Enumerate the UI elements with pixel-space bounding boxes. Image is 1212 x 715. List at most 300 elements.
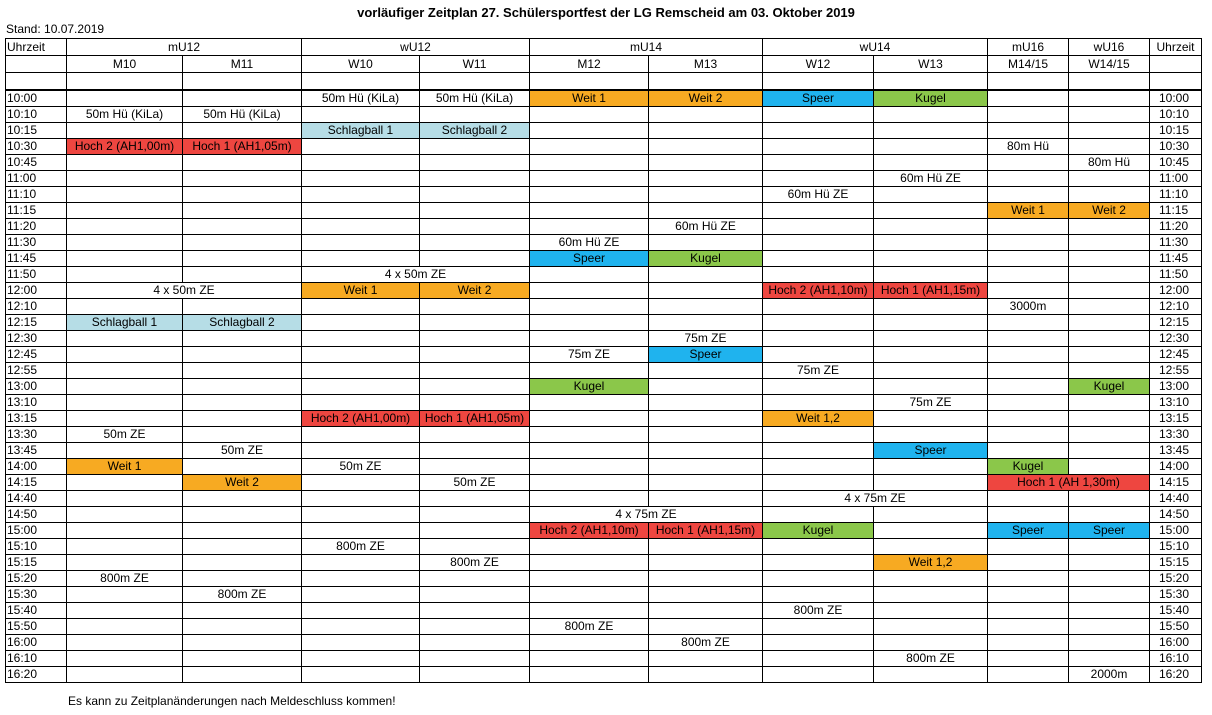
time-cell-right: 14:15: [1150, 475, 1202, 491]
event-cell: [988, 651, 1069, 667]
event-cell: [67, 555, 183, 571]
event-cell: [530, 635, 649, 651]
event-cell: Schlagball 1: [302, 123, 420, 139]
time-cell: 10:30: [6, 139, 67, 155]
event-cell: [183, 555, 302, 571]
event-cell: [763, 379, 874, 395]
event-cell: [530, 651, 649, 667]
event-cell: 50m Hü (KiLa): [67, 107, 183, 123]
event-cell: [302, 379, 420, 395]
event-cell: [988, 667, 1069, 683]
event-cell: [874, 507, 988, 523]
event-cell: 75m ZE: [874, 395, 988, 411]
event-cell: [420, 667, 530, 683]
event-cell: Weit 1,2: [763, 411, 874, 427]
time-cell-right: 15:40: [1150, 603, 1202, 619]
event-cell: [649, 139, 763, 155]
event-cell: [874, 523, 988, 539]
time-cell: 16:20: [6, 667, 67, 683]
table-row: [6, 90, 1202, 107]
event-cell: [420, 187, 530, 203]
table-row: [6, 155, 1202, 171]
event-cell: [183, 395, 302, 411]
event-cell: [302, 523, 420, 539]
event-cell: [530, 299, 649, 315]
time-cell: 15:20: [6, 571, 67, 587]
event-cell: [874, 139, 988, 155]
event-cell: [530, 491, 649, 507]
event-cell: [649, 203, 763, 219]
event-cell: [649, 171, 763, 187]
event-cell: [988, 123, 1069, 139]
event-cell: [1069, 107, 1150, 123]
event-cell: [420, 491, 530, 507]
event-cell: [420, 379, 530, 395]
event-cell: [988, 395, 1069, 411]
event-cell: [763, 347, 874, 363]
event-cell: Hoch 1 (AH1,05m): [420, 411, 530, 427]
header-group-wU12: wU12: [302, 39, 530, 56]
event-cell: 50m ZE: [420, 475, 530, 491]
event-cell: [763, 651, 874, 667]
event-cell: [183, 219, 302, 235]
event-cell: [302, 635, 420, 651]
table-row: [6, 587, 1202, 603]
header-group-mU16: mU16: [988, 39, 1069, 56]
event-cell: 50m Hü (KiLa): [302, 90, 420, 107]
event-cell: Schlagball 2: [183, 315, 302, 331]
event-cell: [763, 315, 874, 331]
event-cell: [763, 539, 874, 555]
time-cell: 12:15: [6, 315, 67, 331]
event-cell: [302, 155, 420, 171]
event-cell: [1069, 219, 1150, 235]
event-cell: [988, 315, 1069, 331]
event-cell: [530, 331, 649, 347]
event-cell: [530, 459, 649, 475]
event-cell: Speer: [988, 523, 1069, 539]
event-cell: [67, 219, 183, 235]
event-cell: [67, 651, 183, 667]
event-cell: [1069, 331, 1150, 347]
event-cell: [763, 443, 874, 459]
event-cell: Weit 1: [302, 283, 420, 299]
time-cell-right: 11:30: [1150, 235, 1202, 251]
event-cell: [530, 203, 649, 219]
table-row: [6, 491, 1202, 507]
event-cell: [420, 139, 530, 155]
time-cell: 15:30: [6, 587, 67, 603]
event-cell: [1069, 187, 1150, 203]
event-cell: [530, 603, 649, 619]
event-cell: [302, 235, 420, 251]
event-cell: [183, 331, 302, 347]
event-cell: [1069, 395, 1150, 411]
event-cell: 800m ZE: [183, 587, 302, 603]
event-cell: [420, 251, 530, 267]
event-cell: [874, 347, 988, 363]
event-cell: [302, 427, 420, 443]
event-cell: [302, 491, 420, 507]
event-cell: [763, 219, 874, 235]
event-cell: [763, 667, 874, 683]
event-cell: [530, 427, 649, 443]
event-cell: [988, 347, 1069, 363]
time-cell: 10:15: [6, 123, 67, 139]
table-row: [6, 219, 1202, 235]
header-sub-W10: W10: [302, 56, 420, 73]
event-cell: 50m ZE: [302, 459, 420, 475]
event-cell: 4 x 50m ZE: [302, 267, 530, 283]
time-cell: 14:00: [6, 459, 67, 475]
event-cell: [302, 475, 420, 491]
event-cell: [1069, 539, 1150, 555]
table-row: [6, 651, 1202, 667]
event-cell: [649, 475, 763, 491]
event-cell: Kugel: [649, 251, 763, 267]
event-cell: [1069, 443, 1150, 459]
event-cell: [67, 507, 183, 523]
event-cell: Kugel: [1069, 379, 1150, 395]
event-cell: [420, 299, 530, 315]
header-sub-M14-15: M14/15: [988, 56, 1069, 73]
event-cell: [530, 219, 649, 235]
time-cell-right: 16:10: [1150, 651, 1202, 667]
event-cell: [763, 107, 874, 123]
event-cell: Weit 1: [67, 459, 183, 475]
event-cell: Weit 1,2: [874, 555, 988, 571]
event-cell: [988, 379, 1069, 395]
event-cell: [874, 219, 988, 235]
time-cell: 11:00: [6, 171, 67, 187]
event-cell: Weit 2: [649, 90, 763, 107]
time-cell-right: 12:00: [1150, 283, 1202, 299]
event-cell: [988, 603, 1069, 619]
event-cell: [763, 555, 874, 571]
event-cell: [67, 603, 183, 619]
table-row: [6, 603, 1202, 619]
event-cell: [649, 379, 763, 395]
event-cell: [302, 315, 420, 331]
event-cell: [649, 283, 763, 299]
event-cell: [988, 283, 1069, 299]
event-cell: [420, 651, 530, 667]
header-uhrzeit-left: Uhrzeit: [6, 39, 67, 56]
event-cell: 60m Hü ZE: [649, 219, 763, 235]
time-cell-right: 15:15: [1150, 555, 1202, 571]
event-cell: 75m ZE: [649, 331, 763, 347]
time-cell-right: 11:15: [1150, 203, 1202, 219]
event-cell: [302, 651, 420, 667]
event-cell: [420, 619, 530, 635]
event-cell: [420, 171, 530, 187]
time-cell-right: 14:40: [1150, 491, 1202, 507]
header-group-mU12: mU12: [67, 39, 302, 56]
event-cell: [530, 267, 649, 283]
time-cell: 10:10: [6, 107, 67, 123]
time-cell: 11:30: [6, 235, 67, 251]
event-cell: [420, 427, 530, 443]
table-row: [6, 139, 1202, 155]
event-cell: Kugel: [763, 523, 874, 539]
table-row: [6, 411, 1202, 427]
event-cell: [874, 203, 988, 219]
table-row: [6, 571, 1202, 587]
event-cell: [874, 587, 988, 603]
time-cell: 12:55: [6, 363, 67, 379]
event-cell: [763, 395, 874, 411]
event-cell: [67, 635, 183, 651]
event-cell: [67, 491, 183, 507]
event-cell: [1069, 603, 1150, 619]
time-cell: 13:10: [6, 395, 67, 411]
time-cell-right: 16:00: [1150, 635, 1202, 651]
event-cell: [420, 571, 530, 587]
event-cell: 75m ZE: [763, 363, 874, 379]
event-cell: [874, 379, 988, 395]
event-cell: [763, 155, 874, 171]
event-cell: 50m ZE: [67, 427, 183, 443]
event-cell: [988, 331, 1069, 347]
event-cell: [183, 411, 302, 427]
event-cell: [302, 331, 420, 347]
event-cell: [302, 203, 420, 219]
header-sub-empty-right: [1150, 56, 1202, 73]
event-cell: [1069, 347, 1150, 363]
event-cell: [183, 171, 302, 187]
header-spacer-row: [6, 73, 1202, 91]
event-cell: [649, 539, 763, 555]
event-cell: [67, 587, 183, 603]
time-cell-right: 11:50: [1150, 267, 1202, 283]
event-cell: [763, 299, 874, 315]
table-row: [6, 283, 1202, 299]
event-cell: [763, 459, 874, 475]
event-cell: [874, 427, 988, 443]
event-cell: [988, 571, 1069, 587]
time-cell: 11:45: [6, 251, 67, 267]
event-cell: [874, 267, 988, 283]
event-cell: 80m Hü: [988, 139, 1069, 155]
event-cell: [649, 315, 763, 331]
time-cell: 10:45: [6, 155, 67, 171]
event-cell: [649, 363, 763, 379]
event-cell: [763, 123, 874, 139]
event-cell: Hoch 1 (AH1,15m): [874, 283, 988, 299]
event-cell: Weit 1: [988, 203, 1069, 219]
event-cell: Speer: [649, 347, 763, 363]
event-cell: [763, 635, 874, 651]
event-cell: [988, 107, 1069, 123]
event-cell: [530, 475, 649, 491]
event-cell: [67, 363, 183, 379]
event-cell: [1069, 571, 1150, 587]
event-cell: [530, 363, 649, 379]
event-cell: [763, 171, 874, 187]
table-row: [6, 315, 1202, 331]
event-cell: Kugel: [874, 90, 988, 107]
event-cell: [302, 299, 420, 315]
event-cell: Kugel: [988, 459, 1069, 475]
event-cell: [649, 187, 763, 203]
time-cell: 14:50: [6, 507, 67, 523]
event-cell: 80m Hü: [1069, 155, 1150, 171]
event-cell: Hoch 2 (AH1,00m): [302, 411, 420, 427]
event-cell: [1069, 427, 1150, 443]
header-group-wU16: wU16: [1069, 39, 1150, 56]
time-cell-right: 10:00: [1150, 90, 1202, 107]
table-row: [6, 427, 1202, 443]
event-cell: [874, 539, 988, 555]
event-cell: [988, 411, 1069, 427]
event-cell: [420, 635, 530, 651]
event-cell: Schlagball 2: [420, 123, 530, 139]
event-cell: [183, 203, 302, 219]
time-cell: 13:00: [6, 379, 67, 395]
time-cell: 15:40: [6, 603, 67, 619]
event-cell: [67, 347, 183, 363]
header-sub-W14-15: W14/15: [1069, 56, 1150, 73]
event-cell: [1069, 283, 1150, 299]
time-cell-right: 11:20: [1150, 219, 1202, 235]
event-cell: [183, 235, 302, 251]
event-cell: [67, 619, 183, 635]
event-cell: [302, 107, 420, 123]
event-cell: [874, 235, 988, 251]
event-cell: [649, 491, 763, 507]
event-cell: [183, 123, 302, 139]
time-cell: 12:10: [6, 299, 67, 315]
event-cell: [874, 299, 988, 315]
event-cell: [649, 427, 763, 443]
table-row: [6, 203, 1202, 219]
time-cell-right: 10:15: [1150, 123, 1202, 139]
event-cell: [420, 315, 530, 331]
event-cell: [649, 603, 763, 619]
event-cell: [1069, 123, 1150, 139]
event-cell: [763, 235, 874, 251]
event-cell: [530, 395, 649, 411]
time-cell: 13:45: [6, 443, 67, 459]
time-cell-right: 16:20: [1150, 667, 1202, 683]
event-cell: [763, 139, 874, 155]
event-cell: [302, 187, 420, 203]
time-cell-right: 15:00: [1150, 523, 1202, 539]
event-cell: [1069, 619, 1150, 635]
event-cell: [1069, 555, 1150, 571]
event-cell: [183, 507, 302, 523]
event-cell: [649, 395, 763, 411]
event-cell: [649, 555, 763, 571]
event-cell: [988, 187, 1069, 203]
time-cell-right: 12:15: [1150, 315, 1202, 331]
table-row: [6, 251, 1202, 267]
event-cell: 800m ZE: [420, 555, 530, 571]
event-cell: [988, 155, 1069, 171]
event-cell: [67, 523, 183, 539]
event-cell: [763, 507, 874, 523]
event-cell: [183, 155, 302, 171]
event-cell: [763, 427, 874, 443]
event-cell: 3000m: [988, 299, 1069, 315]
event-cell: [763, 571, 874, 587]
table-row: [6, 475, 1202, 491]
time-cell-right: 12:30: [1150, 331, 1202, 347]
event-cell: [302, 667, 420, 683]
event-cell: [183, 459, 302, 475]
event-cell: [302, 219, 420, 235]
event-cell: [530, 411, 649, 427]
event-cell: [420, 331, 530, 347]
event-cell: [874, 475, 988, 491]
event-cell: [183, 90, 302, 107]
table-row: [6, 379, 1202, 395]
time-cell-right: 11:10: [1150, 187, 1202, 203]
header-sub-W13: W13: [874, 56, 988, 73]
event-cell: [420, 235, 530, 251]
event-cell: [988, 491, 1069, 507]
event-cell: [763, 331, 874, 347]
event-cell: [67, 331, 183, 347]
table-row: [6, 299, 1202, 315]
table-row: [6, 667, 1202, 683]
event-cell: [183, 363, 302, 379]
event-cell: [649, 619, 763, 635]
event-cell: 800m ZE: [649, 635, 763, 651]
event-cell: 50m Hü (KiLa): [183, 107, 302, 123]
time-cell-right: 12:45: [1150, 347, 1202, 363]
event-cell: [67, 539, 183, 555]
event-cell: [1069, 459, 1150, 475]
event-cell: [763, 251, 874, 267]
event-cell: [988, 507, 1069, 523]
event-cell: Weit 2: [183, 475, 302, 491]
event-cell: [183, 187, 302, 203]
event-cell: [649, 651, 763, 667]
event-cell: [649, 267, 763, 283]
time-cell: 14:15: [6, 475, 67, 491]
header-sub-M12: M12: [530, 56, 649, 73]
time-cell-right: 10:45: [1150, 155, 1202, 171]
event-cell: [988, 635, 1069, 651]
event-cell: [988, 555, 1069, 571]
table-row: [6, 539, 1202, 555]
time-cell-right: 15:10: [1150, 539, 1202, 555]
event-cell: [420, 395, 530, 411]
event-cell: [420, 459, 530, 475]
table-row: [6, 555, 1202, 571]
event-cell: Weit 2: [420, 283, 530, 299]
event-cell: [67, 411, 183, 427]
event-cell: 60m Hü ZE: [763, 187, 874, 203]
event-cell: [530, 171, 649, 187]
time-cell: 14:40: [6, 491, 67, 507]
event-cell: [874, 123, 988, 139]
time-cell-right: 15:30: [1150, 587, 1202, 603]
event-cell: [1069, 411, 1150, 427]
event-cell: [302, 139, 420, 155]
event-cell: [763, 619, 874, 635]
header-sub-empty: [6, 56, 67, 73]
event-cell: [649, 571, 763, 587]
event-cell: 60m Hü ZE: [530, 235, 649, 251]
event-cell: [649, 155, 763, 171]
event-cell: 4 x 50m ZE: [67, 283, 302, 299]
event-cell: [420, 347, 530, 363]
event-cell: [183, 571, 302, 587]
event-cell: [988, 427, 1069, 443]
event-cell: [988, 235, 1069, 251]
